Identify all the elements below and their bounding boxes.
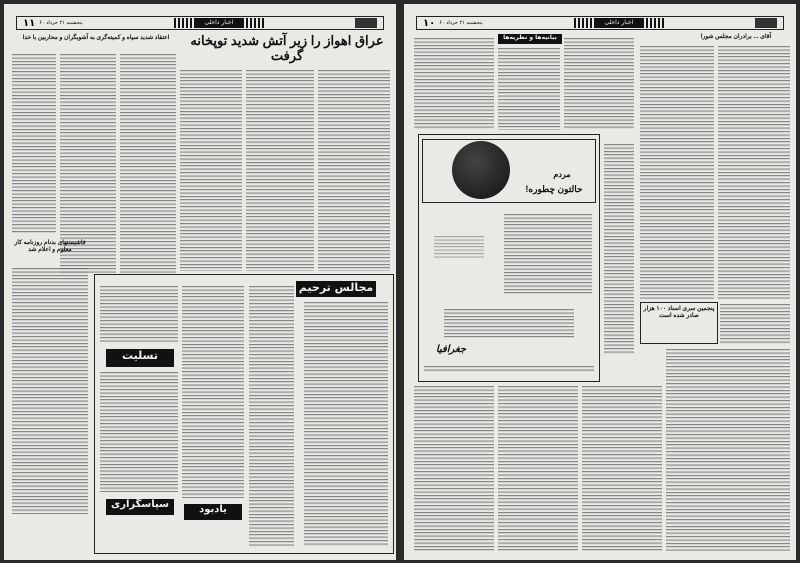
ad-headline-1: مردم <box>553 170 571 179</box>
date: پنجشنبه ۲۱ خرداد ۶۰ <box>439 20 483 26</box>
left-newspaper-page <box>4 4 396 560</box>
right-newspaper-page <box>404 4 796 560</box>
globe-image <box>452 141 510 199</box>
section-label: اخبار داخلی <box>594 18 644 28</box>
majlis-headline: آقای ... برادران مجلس شورا <box>700 34 772 40</box>
section-banner <box>174 18 264 28</box>
statements-title: بیانیه‌ها و نظریه‌ها <box>498 34 562 44</box>
main-headline: عراق اهواز را زیر آتش شدید توپخانه گرفت <box>190 33 384 63</box>
newspaper-logo <box>755 18 777 28</box>
condolence-banner: تسلیت <box>106 349 174 367</box>
bonds-headline: پنجمین سری اسناد ۱۰۰ هزار صادر شده است <box>643 306 715 319</box>
newspaper-logo <box>355 18 377 28</box>
thanks-banner: سپاسگزاری <box>106 499 174 515</box>
ad-headline-2: حالتون چطوره! <box>525 184 583 194</box>
ad-brand: جغرافیا <box>435 344 467 355</box>
page-number: ۱۱ <box>23 17 36 29</box>
sub-headline: اعتقاد شدید سپاه و کمیته‌گری به آشوبگران و محاربین با خدا <box>22 35 170 41</box>
page-number: ۱۰ <box>423 17 436 29</box>
memorial-banner: یادبود <box>184 504 242 520</box>
date: پنجشنبه ۲۱ خرداد ۶۰ <box>39 20 83 26</box>
page-header <box>416 16 784 30</box>
section-banner <box>574 18 664 28</box>
section-label: اخبار داخلی <box>194 18 244 28</box>
memorial-services-title: مجالس ترحیم <box>296 281 376 297</box>
page-header <box>16 16 384 30</box>
side-headline: فاشیستهای بدنام روزنامه کار معلوم و اعلام شد <box>14 240 86 253</box>
